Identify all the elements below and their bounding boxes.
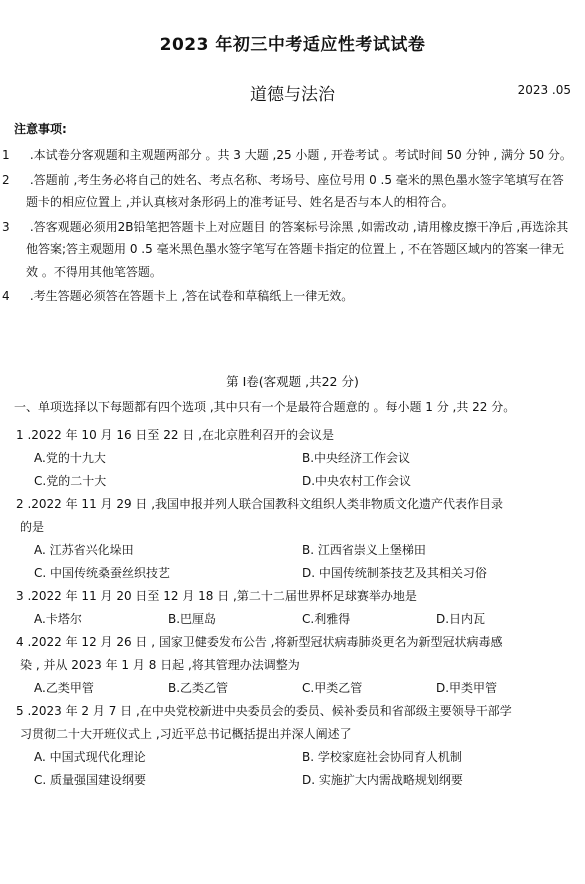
question-options	[16, 539, 571, 585]
option-d: D.甲类甲管	[436, 681, 498, 695]
option-b: B.中央经济工作会议	[302, 451, 411, 465]
question-list	[16, 424, 571, 792]
exam-date: 2023 .05	[517, 83, 571, 97]
notice-item-text: .答题前 ,考生务必将自己的姓名、考点名称、考场号、座位号用 0 .5 毫米的黑色墨水签字笔填写在答题卡的相应位置上 ,并认真核对条形码上的准考证号、姓名是否与本人的相符合。	[26, 172, 564, 209]
question-stem: 5 .2023 年 2 月 7 日 ,在中央党校新进中央委员会的委员、候补委员和省部级主要领导干部学	[16, 704, 512, 718]
option-c: C.利雅得	[302, 612, 351, 626]
notice-item-text: .考生答题必须答在答题卡上 ,答在试卷和草稿纸上一律无效。	[26, 289, 354, 303]
question-stem-continued: 习贯彻二十大开班仪式上 ,习近平总书记概括提出并深人阐述了	[20, 727, 352, 741]
question-stem: 2 .2022 年 11 月 29 日 ,我国申报并列人联合国教科文组织人类非物质文化遗产代表作目录	[16, 497, 504, 511]
option-b: B. 学校家庭社会协同育人机制	[302, 750, 462, 764]
notice-item	[2, 144, 574, 167]
option-a: A.党的十九大	[34, 451, 106, 465]
option-b: B.巴厘岛	[168, 612, 217, 626]
option-c: C.甲类乙管	[302, 681, 363, 695]
question-stem-continued: 的是	[20, 520, 45, 534]
question-stem: 4 .2022 年 12 月 26 日 , 国家卫健委发布公告 ,将新型冠状病毒肺炎更名为新型冠状病毒感	[16, 635, 503, 649]
notice-item	[2, 216, 574, 284]
option-d: D. 实施扩大内需战略规划纲要	[302, 773, 463, 787]
question-options	[16, 447, 571, 493]
notice-item-text: .答客观题必须用2B铅笔把答题卡上对应题目 的答案标号涂黑 ,如需改动 ,请用橡皮擦干净后 ,再选涂其他答案;答主观题用 0 .5 毫米黑色墨水签字笔写在答题卡指定的位置上 , 不在答题区域内的答案一律无效 。不得用其他笔答题。	[26, 219, 569, 279]
question-1	[16, 424, 571, 493]
question-5	[16, 700, 571, 792]
notice-item-number: 2	[2, 172, 10, 187]
option-c: C. 质量强国建设纲要	[34, 773, 147, 787]
notice-item-number: 3	[2, 219, 10, 234]
option-a: A.卡塔尔	[34, 612, 82, 626]
question-stem: 1 .2022 年 10 月 16 日至 22 日 ,在北京胜利召开的会议是	[16, 428, 334, 442]
option-c: C.党的二十大	[34, 474, 107, 488]
question-options	[16, 746, 571, 792]
notice-heading: 注意事项:	[14, 122, 67, 136]
option-c: C. 中国传统桑蚕丝织技艺	[34, 566, 171, 580]
question-options	[16, 608, 571, 631]
question-stem-continued: 染 , 并从 2023 年 1 月 8 日起 ,将其管理办法调整为	[20, 658, 300, 672]
subject-row	[0, 80, 585, 105]
option-d: D. 中国传统制茶技艺及其相关习俗	[302, 566, 487, 580]
option-b: B.乙类乙管	[168, 681, 229, 695]
section-title: 第 I卷(客观题 ,共22 分)	[226, 374, 359, 389]
question-2	[16, 493, 571, 585]
notice-item-text: .本试卷分客观题和主观题两部分 。共 3 大题 ,25 小题 , 开卷考试 。考试时间 50 分钟 , 满分 50 分。	[26, 148, 572, 162]
question-3	[16, 585, 571, 631]
exam-title: 2023 年初三中考适应性考试试卷	[159, 35, 426, 55]
question-4	[16, 631, 571, 700]
notice-item	[2, 169, 574, 214]
option-a: A. 中国式现代化理论	[34, 750, 146, 764]
option-a: A.乙类甲管	[34, 681, 94, 695]
option-b: B. 江西省崇义上堡梯田	[302, 543, 426, 557]
option-d: D.日内瓦	[436, 612, 486, 626]
subject-title: 道德与法治	[250, 85, 335, 105]
notice-item-number: 4	[2, 289, 10, 303]
notice-item-number: 1	[2, 148, 10, 162]
section-description: 一、单项选择以下每题都有四个选项 ,其中只有一个是最符合题意的 。每小题 1 分 ,共 22 分。	[14, 400, 516, 414]
option-a: A. 江苏省兴化垛田	[34, 543, 134, 557]
notice-item	[2, 285, 574, 308]
option-d: D.中央农村工作会议	[302, 474, 412, 488]
question-stem: 3 .2022 年 11 月 20 日至 12 月 18 日 ,第二十二届世界杯足球赛举办地是	[16, 589, 417, 603]
notice-list	[2, 144, 574, 310]
question-options	[16, 677, 571, 700]
